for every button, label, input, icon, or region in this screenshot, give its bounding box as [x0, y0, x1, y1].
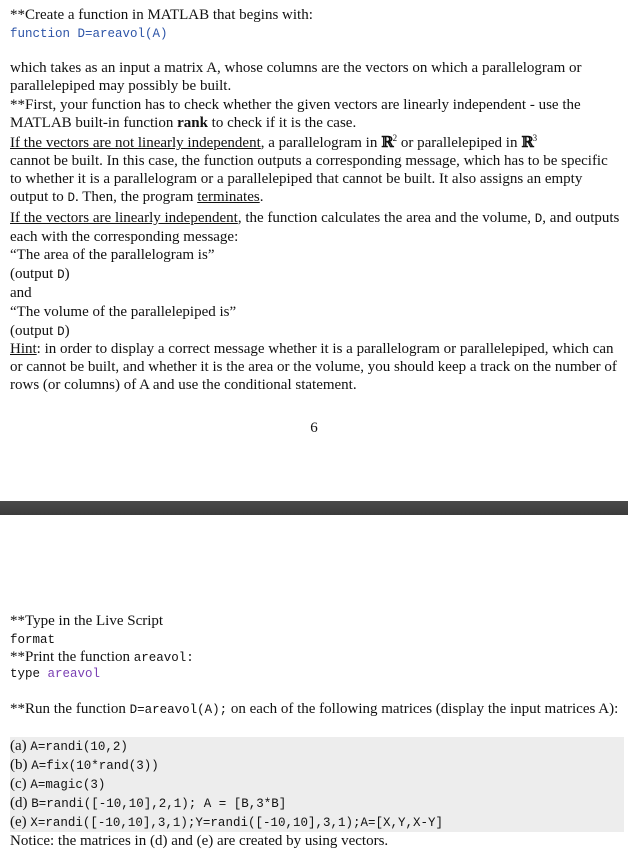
create-function-heading: **Create a function in MATLAB that begins with: — [10, 7, 313, 23]
list-item-b: (b) A=fix(10*rand(3)) — [10, 756, 624, 775]
hint-paragraph: Hint: in order to display a correct message whether it is a parallelogram or parallelepiped, which can or cannot be built, and whether it is the area or the volume, you should keep a track on the number of rows (or columns) of A and use the conditional statement. — [10, 341, 617, 393]
and-text: and — [10, 285, 32, 301]
real-numbers-symbol: ℝ — [381, 133, 393, 151]
notice-text: Notice: the matrices in (d) and (e) are created by using vectors. — [10, 833, 389, 849]
not-independent-paragraph: If the vectors are not linearly independent, a parallelogram in ℝ$^2$ or parallelepiped in ℝ$^3$ cannot be built. In this case, the function outputs a corresponding message, which has to be specific to whether it is a parallelogram or a parallelepiped that cannot be built. It also assigns an empty output to D. Then, the program terminates. — [10, 133, 608, 205]
type-areavol-code: type areavol — [10, 667, 101, 681]
page-divider — [0, 501, 628, 515]
list-item-a: (a) A=randi(10,2) — [10, 737, 624, 756]
rank-paragraph: **First, your function has to check whether the given vectors are linearly independent - use the MATLAB built-in function rank to check if it is the case. — [10, 97, 581, 131]
page-number: 6 — [310, 420, 318, 436]
run-function-paragraph: **Run the function D=areavol(A); on each of the following matrices (display the input matrices A): — [10, 701, 619, 717]
output-d-area: (output D) — [10, 266, 70, 282]
output-d-volume: (output D) — [10, 323, 70, 339]
function-signature-code: function D=areavol(A) — [10, 27, 168, 41]
list-item-d: (d) B=randi([-10,10],2,1); A = [B,3*B] — [10, 794, 624, 813]
format-code: format — [10, 633, 56, 647]
real-numbers-symbol: ℝ — [521, 133, 533, 151]
volume-message: “The volume of the parallelepiped is” — [10, 304, 237, 320]
list-item-c: (c) A=magic(3) — [10, 775, 624, 794]
rank-keyword: rank — [177, 115, 208, 131]
area-message: “The area of the parallelogram is” — [10, 247, 215, 263]
print-function-text: **Print the function areavol: — [10, 649, 194, 665]
type-live-script-heading: **Type in the Live Script — [10, 613, 164, 629]
intro-paragraph: which takes as an input a matrix A, whose columns are the vectors on which a parallelogram or parallelepiped may possibly be built. — [10, 60, 582, 94]
list-item-e: (e) X=randi([-10,10],3,1);Y=randi([-10,10],3,1);A=[X,Y,X-Y] — [10, 813, 624, 832]
independent-paragraph: If the vectors are linearly independent, the function calculates the area and the volume, D, and outputs each with the corresponding message: — [10, 210, 620, 245]
